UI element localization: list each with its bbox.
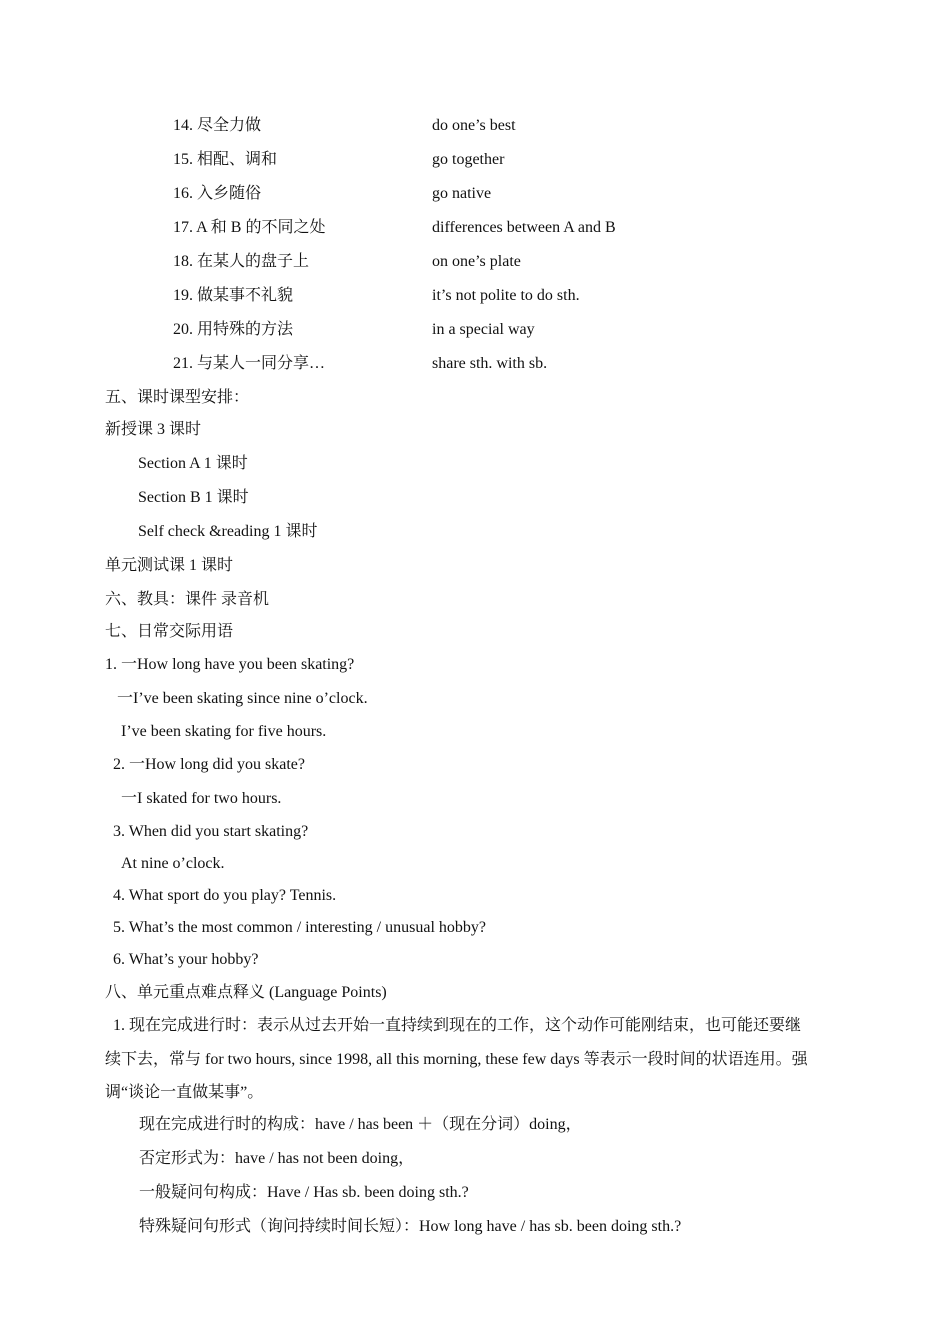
phrase-en: on one’s plate — [432, 253, 521, 270]
rule-line: 一般疑问句构成：Have / Has sb. been doing sth.? — [139, 1184, 469, 1201]
phrase-en: go native — [432, 185, 492, 202]
lesson-item: Section A 1 课时 — [138, 455, 248, 472]
rule-line: 特殊疑问句形式（询问持续时间长短）：How long have / has sb. been doing sth.? — [139, 1218, 682, 1235]
section-7-heading: 七、日常交际用语 — [105, 623, 234, 640]
phrase-cn: 20. 用特殊的方法 — [173, 321, 294, 338]
dialogue-line: 2. 一How long did you skate? — [113, 756, 305, 773]
phrase-cn: 16. 入乡随俗 — [173, 185, 262, 202]
dialogue-line: 1. 一How long have you been skating? — [105, 656, 355, 673]
phrase-en: share sth. with sb. — [432, 355, 548, 372]
lesson-item: Section B 1 课时 — [138, 489, 249, 506]
section-5-heading: 五、课时课型安排： — [105, 389, 250, 406]
rule-line: 现在完成进行时的构成：have / has been ＋（现在分词）doing， — [139, 1116, 582, 1133]
phrase-en: go together — [432, 151, 505, 168]
phrase-en: in a special way — [432, 321, 535, 338]
section-8-heading: 八、单元重点难点释义 (Language Points) — [105, 984, 387, 1001]
test-lesson-line: 单元测试课 1 课时 — [105, 557, 234, 574]
dialogue-line: 6. What’s your hobby? — [113, 951, 259, 968]
dialogue-line: 4. What sport do you play? Tennis. — [113, 887, 337, 904]
phrase-cn: 17. A 和 B 的不同之处 — [173, 219, 326, 236]
dialogue-line: 3. When did you start skating? — [113, 823, 309, 840]
phrase-cn: 14. 尽全力做 — [173, 117, 262, 134]
section-6-heading: 六、教具：课件 录音机 — [105, 591, 270, 608]
phrase-cn: 18. 在某人的盘子上 — [173, 253, 310, 270]
phrase-en: do one’s best — [432, 117, 516, 134]
paragraph-line: 1. 现在完成进行时：表示从过去开始一直持续到现在的工作，这个动作可能刚结束，也可能还要继 — [113, 1017, 802, 1034]
phrase-cn: 15. 相配、调和 — [173, 151, 278, 168]
phrase-en: it’s not polite to do sth. — [432, 287, 580, 304]
lesson-item: Self check &reading 1 课时 — [138, 523, 318, 540]
rule-line: 否定形式为：have / has not been doing， — [139, 1150, 415, 1167]
new-lessons-line: 新授课 3 课时 — [105, 421, 202, 438]
paragraph-line: 续下去，常与 for two hours, since 1998, all this morning, these few days 等表示一段时间的状语连用。强 — [105, 1051, 808, 1068]
dialogue-line: I’ve been skating for five hours. — [121, 723, 327, 740]
phrase-en: differences between A and B — [432, 219, 616, 236]
dialogue-line: 5. What’s the most common / interesting / unusual hobby? — [113, 919, 486, 936]
dialogue-line: 一I skated for two hours. — [121, 790, 282, 807]
paragraph-line: 调“谈论一直做某事”。 — [105, 1084, 264, 1101]
phrase-cn: 19. 做某事不礼貌 — [173, 287, 294, 304]
phrase-cn: 21. 与某人一同分享… — [173, 355, 326, 372]
dialogue-line: 一I’ve been skating since nine o’clock. — [117, 690, 368, 707]
dialogue-line: At nine o’clock. — [121, 855, 225, 872]
